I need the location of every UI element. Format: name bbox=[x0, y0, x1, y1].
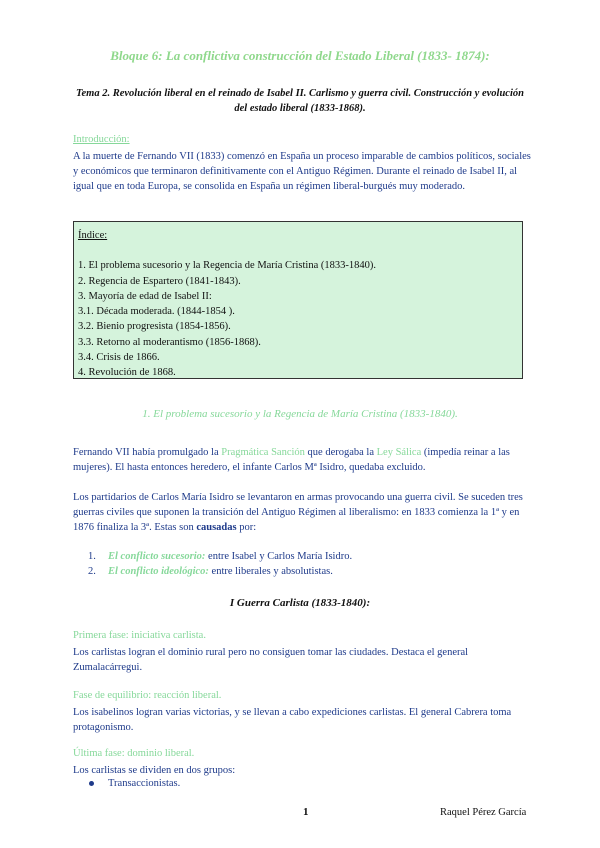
cause-keyword: El conflicto sucesorio: bbox=[108, 551, 206, 562]
pragmatica-term: Pragmática Sanción bbox=[221, 447, 305, 458]
topic-subtitle: Tema 2. Revolución liberal en el reinado de Isabel II. Carlismo y guerra civil. Construcción y evolución del estado liberal (1833-1868). bbox=[76, 88, 524, 114]
text-span: Los partidarios de Carlos María Isidro se levantaron en armas provocando una guerra civil. Se suceden tres guerras civiles que suponen la transición del Antiguo Régimen al liberalismo: en 1833 comienza la 1ª y en 1876 finaliza la 3ª. Estas son bbox=[73, 492, 523, 533]
phase-body: Los carlistas se dividen en dos grupos: bbox=[73, 765, 236, 776]
intro-paragraph: A la muerte de Fernando VII (1833) comenzó en España un proceso imparable de cambios políticos, sociales y económicos que terminaron definitivamente con el Antiguo Régimen. Durante el reinado de Isabel II, al igual que en toda Europa, se consolida en España un régimen liberal-burgués muy moderado. bbox=[73, 151, 531, 192]
cause-text: entre Isabel y Carlos María Isidro. bbox=[205, 551, 353, 562]
list-number: 1. bbox=[88, 551, 96, 562]
index-item: 3.2. Bienio progresista (1854-1856). bbox=[78, 321, 231, 333]
index-item: 3.4. Crisis de 1866. bbox=[78, 352, 160, 364]
index-item: 3.1. Década moderada. (1844-1854 ). bbox=[78, 306, 235, 318]
index-item: 4. Revolución de 1868. bbox=[78, 367, 176, 379]
intro-heading: Introducción: bbox=[73, 134, 130, 145]
bold-term: causadas bbox=[196, 522, 237, 533]
text-span: Fernando VII había promulgado la bbox=[73, 447, 222, 458]
index-item: 3.3. Retorno al moderantismo (1856-1868). bbox=[78, 336, 261, 348]
bullet-icon bbox=[89, 781, 94, 786]
text-span: (impedía reinar a las mujeres). El hasta entonces heredero, el infante Carlos Mª Isidro, quedaba excluido. bbox=[73, 447, 510, 473]
bullet-text: Transaccionistas. bbox=[108, 778, 181, 789]
index-box bbox=[73, 221, 523, 379]
phase-heading: Primera fase: iniciativa carlista. bbox=[73, 630, 206, 641]
war-causes-paragraph bbox=[73, 490, 533, 535]
text-span: que derogaba la bbox=[304, 447, 377, 458]
section-title: 1. El problema sucesorio y la Regencia de María Cristina (1833-1840). bbox=[142, 408, 458, 420]
author-name: Raquel Pérez García bbox=[440, 807, 527, 818]
text-span: por: bbox=[236, 522, 257, 533]
phase-heading: Última fase: dominio liberal. bbox=[73, 748, 195, 759]
list-item bbox=[88, 549, 528, 564]
list-item bbox=[88, 564, 528, 579]
list-number: 2. bbox=[88, 566, 96, 577]
page-number: 1 bbox=[303, 806, 309, 818]
phase-body: Los isabelinos logran varias victorias, y se llevan a cabo expediciones carlistas. El general Cabrera toma protagonismo. bbox=[73, 707, 512, 733]
block-title: Bloque 6: La conflictiva construcción del Estado Liberal (1833- 1874): bbox=[110, 48, 490, 63]
pragmatica-paragraph bbox=[73, 445, 533, 475]
index-item: 1. El problema sucesorio y la Regencia de María Cristina (1833-1840). bbox=[78, 260, 376, 272]
war-title: I Guerra Carlista (1833-1840): bbox=[229, 597, 371, 609]
index-item: 3. Mayoría de edad de Isabel II: bbox=[78, 290, 212, 302]
bullet-item bbox=[89, 778, 180, 789]
index-item: 2. Regencia de Espartero (1841-1843). bbox=[78, 275, 241, 287]
cause-text: entre liberales y absolutistas. bbox=[208, 566, 333, 577]
phase-heading: Fase de equilibrio: reacción liberal. bbox=[73, 690, 222, 701]
ley-salica-term: Ley Sálica bbox=[376, 447, 422, 458]
causes-list bbox=[88, 549, 528, 579]
phase-body: Los carlistas logran el dominio rural pero no consiguen tomar las ciudades. Destaca el general Zumalacárregui. bbox=[73, 647, 469, 673]
index-title: Índice: bbox=[78, 230, 108, 241]
cause-keyword: El conflicto ideológico: bbox=[108, 566, 209, 577]
